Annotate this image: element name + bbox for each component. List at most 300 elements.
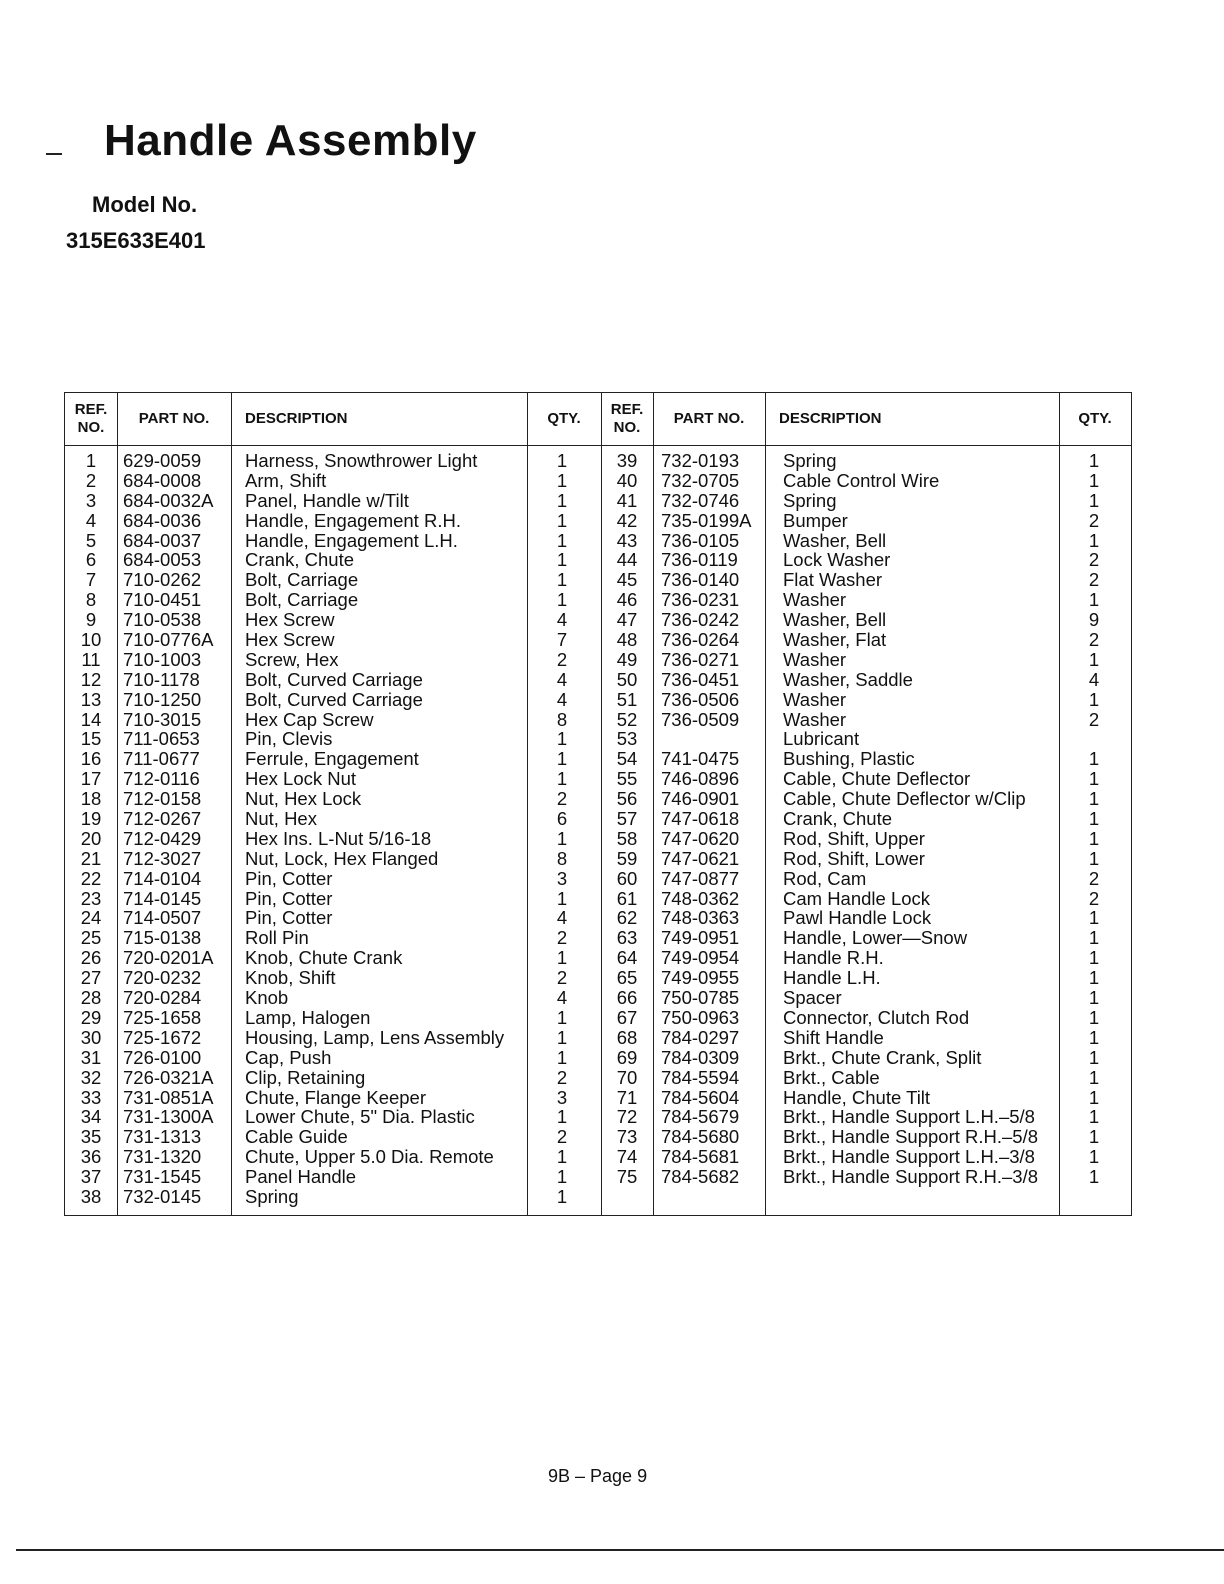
table-row — [65, 1048, 601, 1068]
quantity: 1 — [1088, 648, 1100, 670]
part-description: Nut, Lock, Hex Flanged — [245, 847, 439, 869]
ref-number: 17 — [80, 768, 102, 790]
quantity: 1 — [1088, 1146, 1100, 1168]
part-number: 784-5594 — [661, 1066, 740, 1088]
part-number: 712-3027 — [123, 847, 202, 869]
table-row — [601, 610, 1131, 630]
ref-number: 9 — [85, 609, 97, 631]
quantity: 1 — [1088, 927, 1100, 949]
part-description: Spring — [783, 450, 837, 471]
quantity: 8 — [556, 847, 568, 869]
ref-number: 11 — [81, 648, 101, 670]
ref-number: 50 — [616, 668, 638, 690]
part-description: Hex Screw — [245, 629, 335, 651]
ref-number: 8 — [85, 589, 97, 611]
part-number: 720-0284 — [123, 987, 202, 1009]
table-row — [65, 1088, 601, 1108]
quantity: 4 — [1088, 668, 1100, 690]
part-description: Panel Handle — [245, 1166, 357, 1188]
part-description: Washer — [783, 708, 847, 730]
part-number: 712-0116 — [123, 768, 200, 790]
quantity: 2 — [1088, 887, 1100, 909]
part-description: Knob, Shift — [245, 967, 336, 989]
table-row — [601, 471, 1131, 491]
part-number: 714-0507 — [123, 907, 202, 929]
quantity: 1 — [1088, 907, 1100, 929]
part-description: Handle, Lower—Snow — [783, 927, 968, 949]
part-description: Cap, Push — [245, 1046, 332, 1068]
table-row — [65, 531, 601, 551]
ref-number: 30 — [80, 1026, 102, 1048]
part-number: 736-0509 — [661, 708, 740, 730]
ref-number: 52 — [616, 708, 638, 730]
table-row — [65, 749, 601, 769]
part-number: 736-0140 — [661, 569, 740, 591]
part-description: Lubricant — [783, 728, 860, 750]
quantity: 1 — [556, 728, 568, 750]
part-number: 748-0362 — [661, 887, 740, 909]
part-description: Washer — [783, 688, 847, 710]
table-row — [65, 1147, 601, 1167]
ref-number: 15 — [80, 728, 102, 750]
table-row — [65, 1008, 601, 1028]
table-row — [65, 928, 601, 948]
part-description: Brkt., Cable — [783, 1066, 880, 1088]
quantity: 1 — [556, 450, 568, 471]
table-row — [601, 789, 1131, 809]
ref-number: 2 — [85, 469, 97, 491]
quantity: 1 — [1088, 1086, 1100, 1108]
page-footer: 9B – Page 9 — [548, 1466, 648, 1486]
quantity: 4 — [556, 987, 568, 1009]
quantity: 1 — [1088, 827, 1100, 849]
header-part-right: PART NO. — [673, 410, 745, 427]
quantity: 2 — [556, 927, 568, 949]
quantity: 1 — [1088, 489, 1100, 511]
table-row — [65, 789, 601, 809]
quantity: 1 — [556, 1185, 568, 1207]
part-number: 746-0901 — [661, 788, 740, 810]
quantity: 1 — [1088, 1046, 1100, 1068]
part-description: Cable, Chute Deflector — [783, 768, 971, 790]
part-description: Pin, Cotter — [245, 907, 333, 929]
table-row — [65, 491, 601, 511]
table-row — [65, 550, 601, 570]
quantity: 1 — [1088, 967, 1100, 989]
part-number: 741-0475 — [661, 748, 740, 770]
quantity: 1 — [556, 1006, 568, 1028]
ref-number: 24 — [80, 907, 102, 929]
part-number: 750-0785 — [661, 987, 740, 1009]
part-description: Brkt., Handle Support L.H.–3/8 — [783, 1146, 1035, 1168]
quantity: 1 — [1088, 529, 1100, 551]
quantity: 1 — [556, 768, 568, 790]
quantity: 1 — [1088, 1166, 1100, 1188]
table-row — [601, 570, 1131, 590]
quantity: 2 — [1088, 569, 1100, 591]
part-description: Hex Screw — [245, 609, 335, 631]
ref-number: 34 — [80, 1106, 102, 1128]
part-number: 726-0321A — [123, 1066, 214, 1088]
part-description: Ferrule, Engagement — [245, 748, 419, 770]
part-number: 710-3015 — [123, 708, 202, 730]
table-row — [601, 749, 1131, 769]
quantity: 1 — [1088, 788, 1100, 810]
part-number: 710-0451 — [123, 589, 202, 611]
table-row — [65, 769, 601, 789]
part-description: Brkt., Handle Support R.H.–3/8 — [783, 1166, 1039, 1188]
quantity: 1 — [1088, 469, 1100, 491]
part-description: Rod, Cam — [783, 867, 867, 889]
table-row — [601, 928, 1131, 948]
quantity: 4 — [556, 609, 568, 631]
table-row — [65, 650, 601, 670]
ref-number: 32 — [80, 1066, 102, 1088]
ref-number: 73 — [616, 1126, 638, 1148]
part-number: 749-0951 — [661, 927, 740, 949]
quantity: 1 — [556, 1106, 568, 1128]
table-row — [601, 451, 1131, 471]
table-row — [65, 908, 601, 928]
part-number: 714-0145 — [123, 887, 202, 909]
part-number: 629-0059 — [123, 450, 202, 471]
quantity: 6 — [556, 808, 568, 830]
part-description: Shift Handle — [783, 1026, 884, 1048]
part-number: 736-0119 — [661, 549, 738, 571]
ref-number: 3 — [85, 489, 97, 511]
table-row — [601, 829, 1131, 849]
part-number: 784-5682 — [661, 1166, 740, 1188]
part-description: Bushing, Plastic — [783, 748, 915, 770]
part-description: Cam Handle Lock — [783, 887, 931, 909]
part-description: Washer — [783, 589, 847, 611]
model-number: 315E633E401 — [66, 228, 206, 253]
part-description: Knob, Chute Crank — [245, 947, 403, 969]
part-number: 736-0271 — [661, 648, 740, 670]
part-description: Chute, Flange Keeper — [245, 1086, 427, 1108]
part-number: 725-1672 — [123, 1026, 202, 1048]
table-row — [65, 829, 601, 849]
table-row — [65, 968, 601, 988]
ref-number: 66 — [616, 987, 638, 1009]
quantity: 1 — [556, 1026, 568, 1048]
quantity: 1 — [1088, 1126, 1100, 1148]
table-row — [65, 670, 601, 690]
part-number: 748-0363 — [661, 907, 740, 929]
table-row — [601, 670, 1131, 690]
part-description: Crank, Chute — [245, 549, 354, 571]
quantity: 1 — [1088, 589, 1100, 611]
margin-mark — [46, 153, 62, 155]
quantity: 1 — [1088, 847, 1100, 869]
table-row — [65, 690, 601, 710]
ref-number: 72 — [616, 1106, 638, 1128]
part-description: Flat Washer — [783, 569, 883, 591]
ref-number: 45 — [616, 569, 638, 591]
ref-number: 61 — [616, 887, 638, 909]
ref-number: 23 — [80, 887, 102, 909]
ref-number: 41 — [616, 489, 638, 511]
part-number: 714-0104 — [123, 867, 202, 889]
quantity: 1 — [556, 509, 568, 531]
table-row — [601, 1107, 1131, 1127]
table-row — [601, 1048, 1131, 1068]
part-description: Connector, Clutch Rod — [783, 1006, 970, 1028]
table-row — [601, 769, 1131, 789]
part-description: Bolt, Curved Carriage — [245, 668, 423, 690]
table-row — [601, 511, 1131, 531]
ref-number: 28 — [80, 987, 102, 1009]
table-row — [601, 1028, 1131, 1048]
part-number: 784-0297 — [661, 1026, 740, 1048]
quantity: 4 — [556, 668, 568, 690]
quantity: 1 — [1088, 1006, 1100, 1028]
part-number: 747-0618 — [661, 808, 740, 830]
part-description: Brkt., Chute Crank, Split — [783, 1046, 982, 1068]
ref-number: 43 — [616, 529, 638, 551]
part-number: 715-0138 — [123, 927, 202, 949]
part-number: 712-0429 — [123, 827, 202, 849]
quantity: 4 — [556, 688, 568, 710]
ref-number: 75 — [616, 1166, 638, 1188]
ref-number: 40 — [616, 469, 638, 491]
table-row — [65, 1028, 601, 1048]
part-description: Washer, Bell — [783, 609, 887, 631]
quantity: 1 — [556, 1146, 568, 1168]
quantity: 2 — [556, 1126, 568, 1148]
table-row — [601, 491, 1131, 511]
ref-number: 51 — [616, 688, 638, 710]
table-row — [601, 630, 1131, 650]
part-description: Nut, Hex Lock — [245, 788, 362, 810]
quantity: 1 — [556, 569, 568, 591]
table-row — [65, 1167, 601, 1187]
quantity: 1 — [556, 549, 568, 571]
part-number: 749-0954 — [661, 947, 740, 969]
ref-number: 16 — [80, 748, 102, 770]
part-number: 750-0963 — [661, 1006, 740, 1028]
table-row — [65, 809, 601, 829]
table-row — [601, 1008, 1131, 1028]
ref-number: 20 — [80, 827, 102, 849]
part-description: Rod, Shift, Upper — [783, 827, 925, 849]
quantity: 1 — [1088, 748, 1100, 770]
part-number: 732-0746 — [661, 489, 740, 511]
part-description: Washer — [783, 648, 847, 670]
quantity: 4 — [556, 907, 568, 929]
part-description: Lower Chute, 5" Dia. Plastic — [245, 1106, 475, 1128]
part-number: 736-0264 — [661, 629, 740, 651]
ref-number: 39 — [616, 450, 638, 471]
part-description: Housing, Lamp, Lens Assembly — [245, 1026, 505, 1048]
table-row — [601, 729, 1131, 749]
table-row — [601, 948, 1131, 968]
ref-number: 67 — [616, 1006, 638, 1028]
quantity: 1 — [1088, 987, 1100, 1009]
ref-number: 58 — [616, 827, 638, 849]
table-row — [601, 869, 1131, 889]
part-description: Lock Washer — [783, 549, 891, 571]
quantity: 1 — [556, 1166, 568, 1188]
table-row — [65, 1068, 601, 1088]
part-number: 784-5604 — [661, 1086, 740, 1108]
part-description: Washer, Saddle — [783, 668, 913, 690]
part-number: 731-1300A — [123, 1106, 214, 1128]
part-description: Hex Lock Nut — [245, 768, 357, 790]
quantity: 1 — [556, 887, 568, 909]
part-description: Lamp, Halogen — [245, 1006, 371, 1028]
part-description: Cable Guide — [245, 1126, 348, 1148]
quantity: 2 — [556, 1066, 568, 1088]
table-row — [601, 590, 1131, 610]
part-number: 710-1003 — [123, 648, 202, 670]
part-number: 747-0621 — [661, 847, 740, 869]
ref-number: 38 — [80, 1185, 102, 1207]
part-description: Spring — [783, 489, 837, 511]
part-number: 684-0036 — [123, 509, 202, 531]
quantity: 2 — [556, 788, 568, 810]
part-number: 684-0032A — [123, 489, 214, 511]
ref-number: 64 — [616, 947, 638, 969]
quantity: 2 — [556, 648, 568, 670]
ref-number: 13 — [80, 688, 102, 710]
ref-number: 18 — [80, 788, 102, 810]
ref-number: 5 — [85, 529, 97, 551]
part-description: Harness, Snowthrower Light — [245, 450, 478, 471]
table-row — [65, 471, 601, 491]
quantity: 1 — [1088, 1026, 1100, 1048]
part-description: Screw, Hex — [245, 648, 339, 670]
table-row — [601, 650, 1131, 670]
ref-number: 10 — [80, 629, 102, 651]
ref-number: 57 — [616, 808, 638, 830]
page-title: Handle Assembly — [104, 116, 477, 165]
part-description: Crank, Chute — [783, 808, 892, 830]
right-parts-list — [601, 451, 1131, 1187]
part-description: Nut, Hex — [245, 808, 317, 830]
ref-number: 7 — [85, 569, 97, 591]
part-number: 731-0851A — [123, 1086, 214, 1108]
table-row — [65, 849, 601, 869]
part-description: Cable, Chute Deflector w/Clip — [783, 788, 1026, 810]
ref-number: 62 — [616, 907, 638, 929]
ref-number: 6 — [85, 549, 97, 571]
part-number: 731-1545 — [123, 1166, 202, 1188]
table-row — [601, 1167, 1131, 1187]
part-description: Spring — [245, 1185, 299, 1207]
table-row — [601, 908, 1131, 928]
part-number: 735-0199A — [661, 509, 752, 531]
quantity: 8 — [556, 708, 568, 730]
table-row — [601, 550, 1131, 570]
part-description: Bolt, Carriage — [245, 569, 359, 591]
ref-number: 63 — [616, 927, 638, 949]
table-row — [65, 511, 601, 531]
ref-number: 33 — [80, 1086, 102, 1108]
quantity: 3 — [556, 867, 568, 889]
part-number: 784-5680 — [661, 1126, 740, 1148]
part-number: 732-0193 — [661, 450, 740, 471]
part-description: Bolt, Curved Carriage — [245, 688, 423, 710]
ref-number: 29 — [80, 1006, 102, 1028]
table-row — [65, 889, 601, 909]
part-description: Washer, Flat — [783, 629, 887, 651]
quantity: 1 — [1088, 1106, 1100, 1128]
part-description: Hex Cap Screw — [245, 708, 374, 730]
part-number: 712-0158 — [123, 788, 202, 810]
table-row — [601, 849, 1131, 869]
part-description: Cable Control Wire — [783, 469, 940, 491]
part-number: 736-0105 — [661, 529, 740, 551]
quantity: 2 — [1088, 509, 1100, 531]
quantity: 1 — [556, 748, 568, 770]
part-number: 746-0896 — [661, 768, 740, 790]
part-number: 747-0877 — [661, 867, 740, 889]
ref-number: 69 — [616, 1046, 638, 1068]
part-number: 736-0231 — [661, 589, 740, 611]
table-row — [601, 1147, 1131, 1167]
parts-table — [64, 392, 1132, 1216]
quantity: 1 — [556, 947, 568, 969]
part-number: 731-1313 — [123, 1126, 202, 1148]
part-description: Handle L.H. — [783, 967, 881, 989]
quantity: 2 — [1088, 867, 1100, 889]
part-description: Bolt, Carriage — [245, 589, 359, 611]
part-number: 736-0451 — [661, 668, 740, 690]
part-description: Pin, Clevis — [245, 728, 333, 750]
table-row — [601, 531, 1131, 551]
ref-number: 55 — [616, 768, 638, 790]
ref-number: 68 — [616, 1026, 638, 1048]
header-ref-left: REF. NO. — [74, 401, 108, 436]
quantity: 2 — [556, 967, 568, 989]
ref-number: 48 — [616, 629, 638, 651]
part-number: 711-0653 — [123, 728, 200, 750]
table-row — [65, 451, 601, 471]
header-part-left: PART NO. — [138, 410, 210, 427]
part-number: 710-0262 — [123, 569, 202, 591]
ref-number: 71 — [616, 1086, 638, 1108]
part-description: Pin, Cotter — [245, 887, 333, 909]
part-number: 784-5681 — [661, 1146, 740, 1168]
table-row — [65, 1187, 601, 1207]
table-row — [65, 630, 601, 650]
table-row — [65, 610, 601, 630]
ref-number: 25 — [80, 927, 102, 949]
part-description: Handle, Chute Tilt — [783, 1086, 931, 1108]
part-number: 720-0232 — [123, 967, 202, 989]
part-description: Pawl Handle Lock — [783, 907, 932, 929]
ref-number: 44 — [616, 549, 638, 571]
ref-number: 59 — [616, 847, 638, 869]
ref-number: 12 — [80, 668, 102, 690]
quantity: 1 — [556, 469, 568, 491]
part-number: 725-1658 — [123, 1006, 202, 1028]
part-number: 731-1320 — [123, 1146, 202, 1168]
header-desc-right: DESCRIPTION — [779, 410, 882, 427]
table-row — [601, 809, 1131, 829]
quantity: 9 — [1088, 609, 1100, 631]
model-label: Model No. — [92, 192, 198, 217]
quantity: 1 — [1088, 1066, 1100, 1088]
ref-number: 31 — [80, 1046, 102, 1068]
ref-number: 35 — [80, 1126, 102, 1148]
quantity: 2 — [1088, 629, 1100, 651]
ref-number: 70 — [616, 1066, 638, 1088]
table-row — [65, 948, 601, 968]
ref-number: 21 — [80, 847, 102, 869]
header-ref-right: REF. NO. — [610, 401, 644, 436]
